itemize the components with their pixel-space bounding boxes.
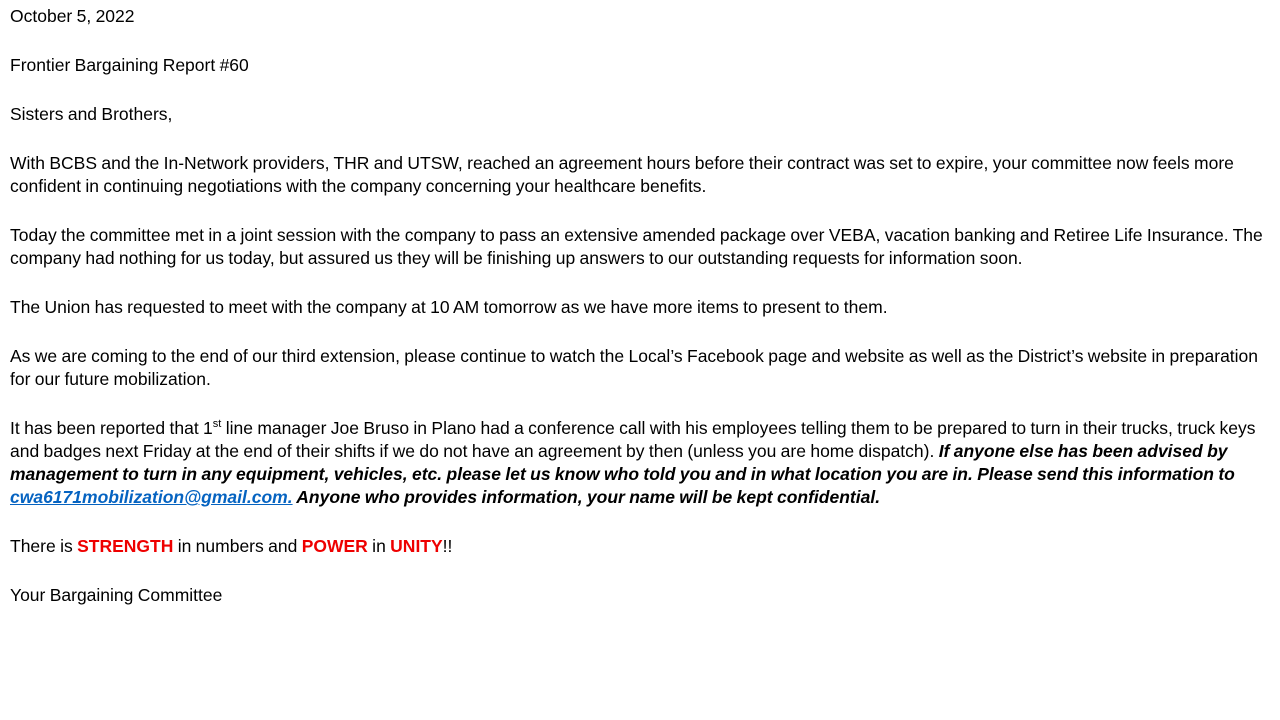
slogan (10, 535, 1270, 558)
report-text-part2: line manager Joe Bruso in Plano had a conference call with his employees telling them to be prepared to turn in their trucks, truck keys and badges next Friday at the end of their shifts if we do not have an agreement by then (unless you are home dispatch). (10, 418, 1256, 461)
letter-date: October 5, 2022 (10, 6, 135, 26)
paragraph-report (10, 417, 1270, 509)
slogan-text2: in numbers and (173, 536, 302, 556)
slogan-unity: UNITY (390, 536, 443, 556)
slogan-text1: There is (10, 536, 78, 556)
email-link[interactable]: cwa6171mobilization@gmail.com. (10, 487, 293, 507)
slogan-text3: in (367, 536, 391, 556)
paragraph-meeting: The Union has requested to meet with the company at 10 AM tomorrow as we have more items to present to them. (10, 297, 888, 317)
report-confidential: Anyone who provides information, your name will be kept confidential. (292, 487, 881, 507)
slogan-power: POWER (301, 536, 368, 556)
salutation: Sisters and Brothers, (10, 104, 173, 124)
document-body (10, 5, 1270, 633)
slogan-text4: !! (442, 536, 453, 556)
paragraph-extension: As we are coming to the end of our third extension, please continue to watch the Local’s Facebook page and website as well as the District’s website in preparation for our future mobilization. (10, 346, 1259, 389)
report-superscript: st (212, 418, 222, 430)
signature: Your Bargaining Committee (10, 585, 223, 605)
report-text-part1: It has been reported that 1 (10, 418, 213, 438)
paragraph-session: Today the committee met in a joint session with the company to pass an extensive amended package over VEBA, vacation banking and Retiree Life Insurance. The company had nothing for us today, but assured us they will be finishing up answers to our outstanding requests for information soon. (10, 225, 1263, 268)
paragraph-healthcare: With BCBS and the In-Network providers, THR and UTSW, reached an agreement hours before their contract was set to expire, your committee now feels more confident in continuing negotiations with the company concerning your healthcare benefits. (10, 153, 1234, 196)
slogan-strength: STRENGTH (77, 536, 174, 556)
report-title: Frontier Bargaining Report #60 (10, 55, 249, 75)
report-request: If anyone else has been advised by management to turn in any equipment, vehicles, etc. please let us know who told you and in what location you are in. Please send this information to (10, 441, 1235, 484)
